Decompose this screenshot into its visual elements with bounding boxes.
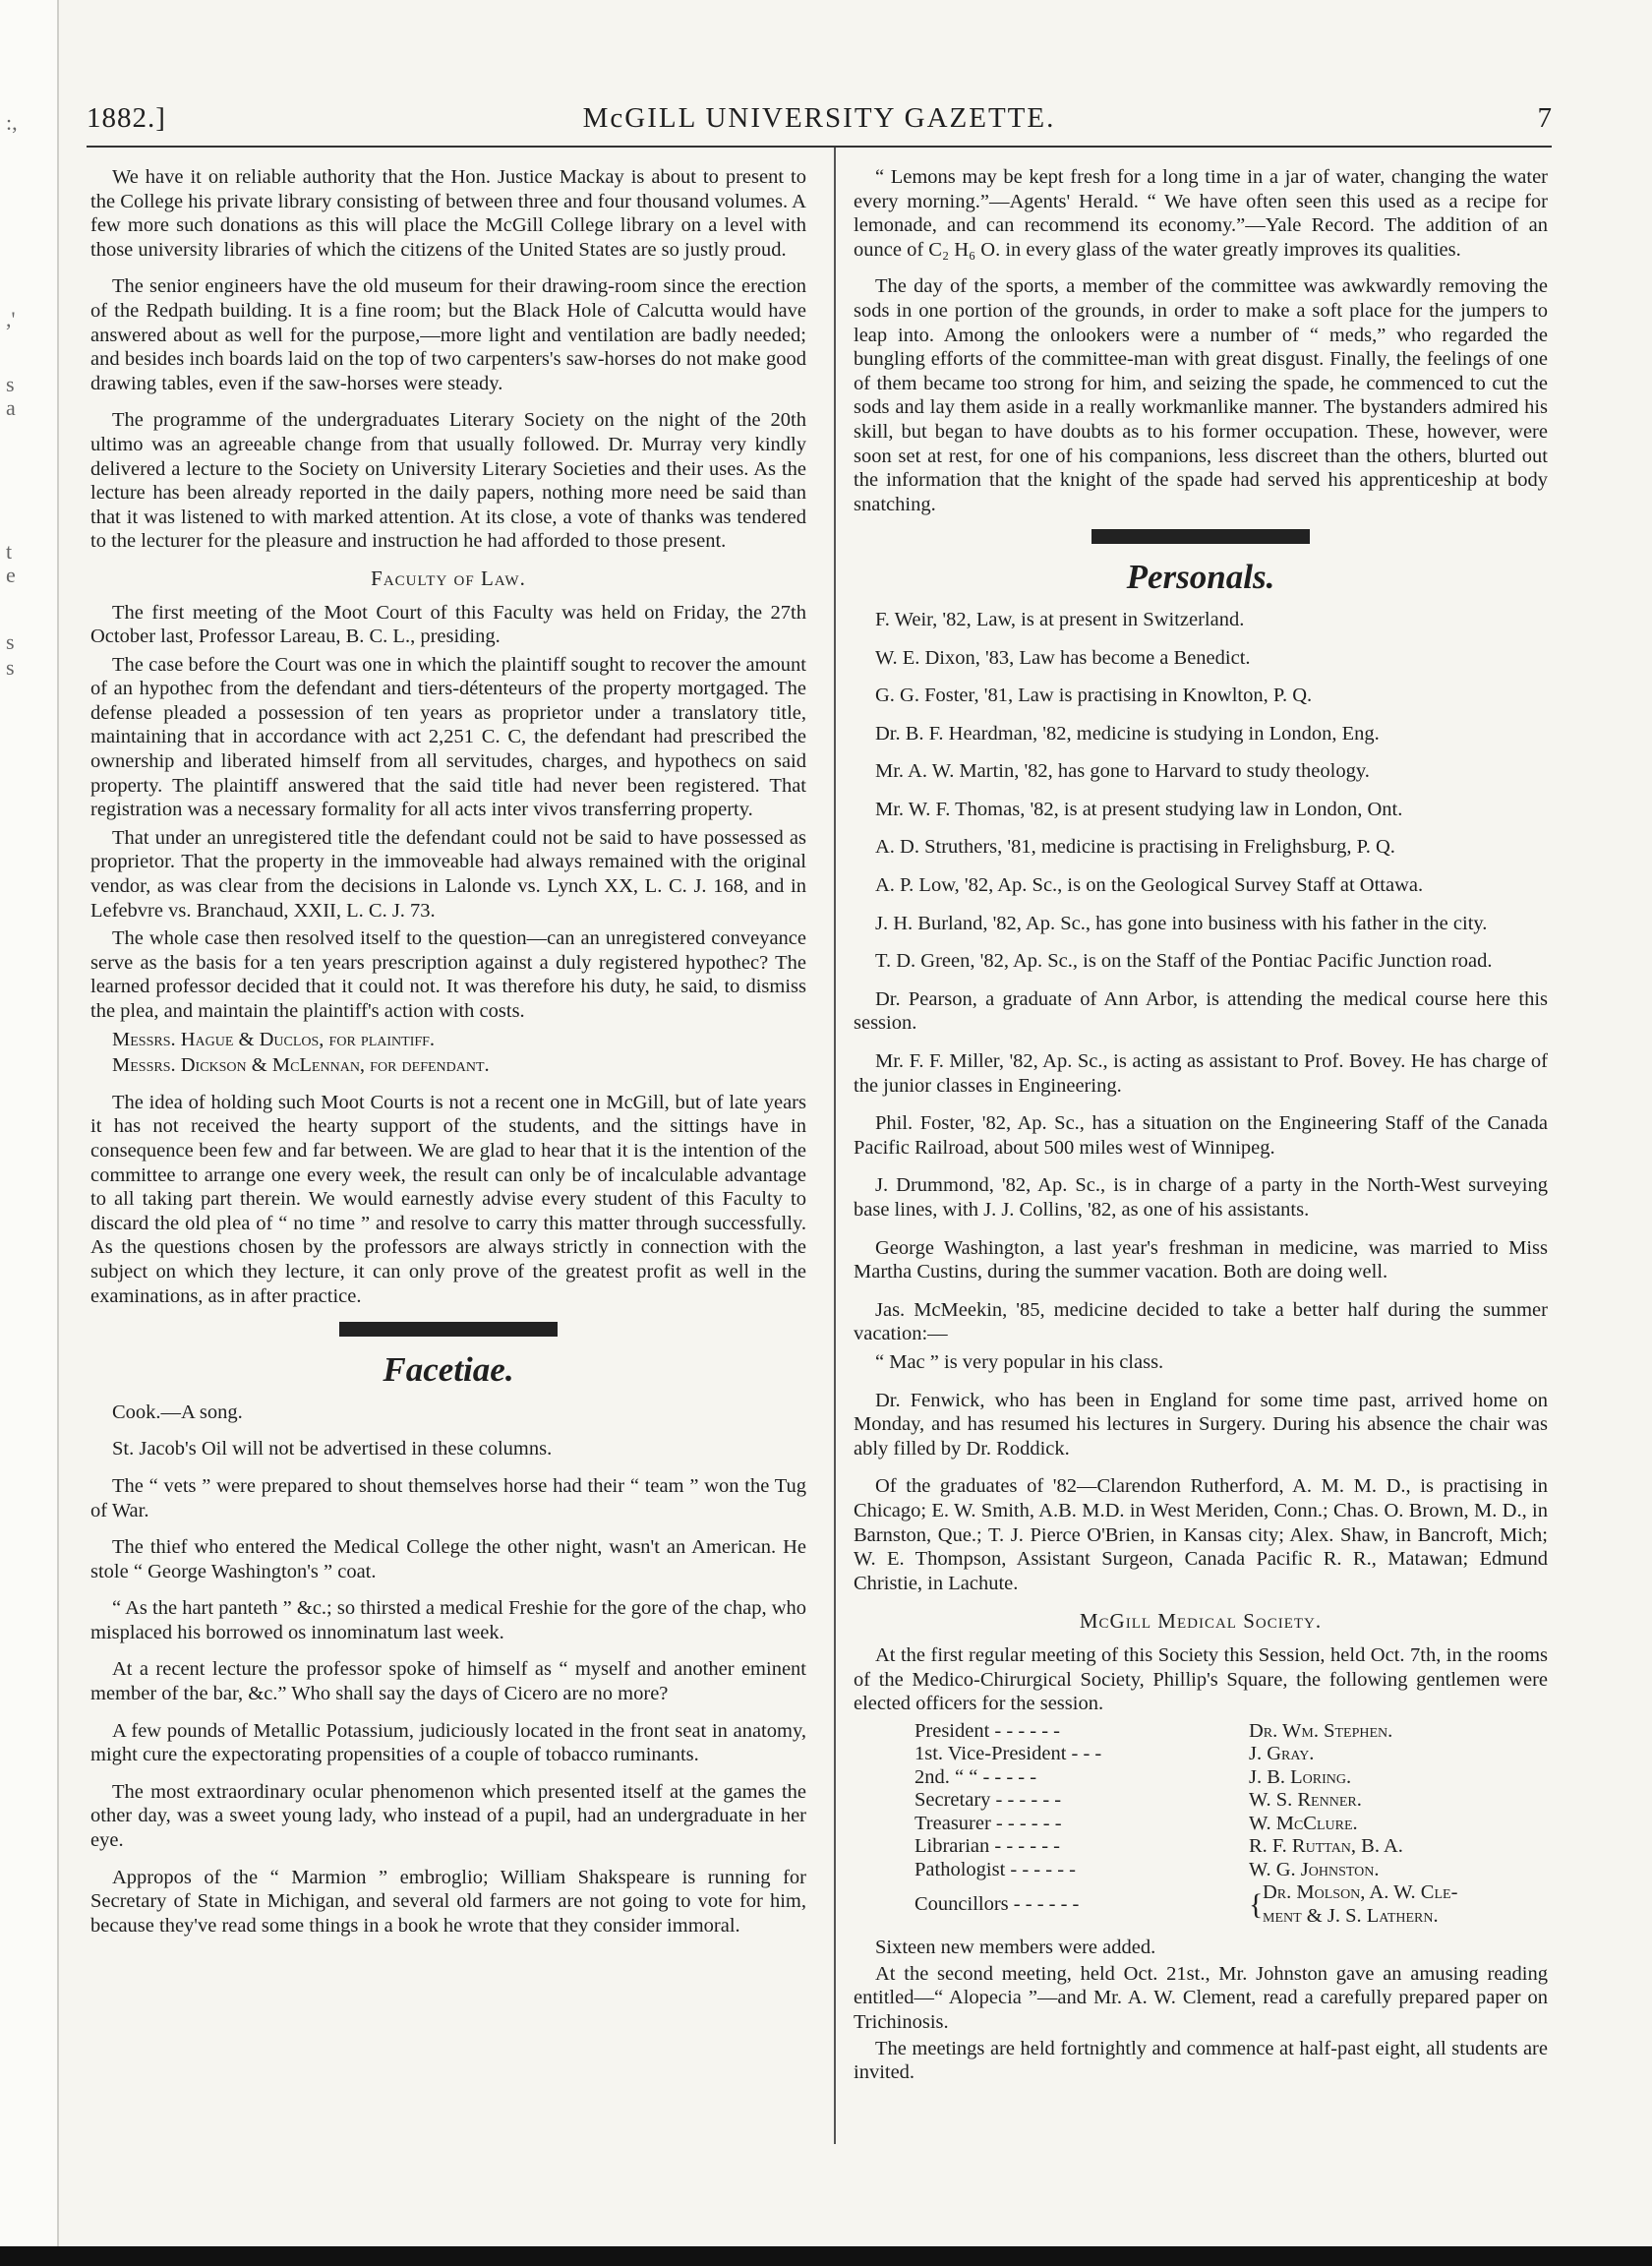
personal-item: Mr. F. F. Miller, '82, Ap. Sc., is acting as assistant to Prof. Bovey. He has charge of the junior classes in Engineering. [854, 1050, 1548, 1097]
paragraph: The idea of holding such Moot Courts is not a recent one in McGill, but of late years it has not received the hearty support of the students, and the sittings have in consequence been few and far between. We are glad to hear that it is the intention of the committee to arrange one every week, the result can only be of incalculable advantage to all taking part therein. We would earnestly advise every student of this Faculty to discard the old plea of “ no time ” and resolve to carry this matter through successfully. As the questions chosen by the professors are always strictly in connection with the subject on which they lecture, it can only prove of the greatest profit as well in the examinations, as in after practice. [90, 1091, 806, 1307]
personal-item: George Washington, a last year's freshman in medicine, was married to Miss Martha Custins, during the summer vacation. Both are doing well. [854, 1236, 1548, 1283]
facetiae-item: The thief who entered the Medical College the other night, wasn't an American. He stole “ George Washington's ” coat. [90, 1536, 806, 1582]
facetiae-item: “ As the hart panteth ” &c.; so thirsted a medical Freshie for the gore of the chap, who misplaced his borrowed os innominatum last week. [90, 1597, 806, 1643]
section-heading-medical-society: McGill Medical Society. [1079, 1609, 1323, 1634]
facetiae-item: The most extraordinary ocular phenomenon which presented itself at the games the other day, was a sweet young lady, who instead of a pupil, had an undergraduate in her eye. [90, 1780, 806, 1852]
header-title: McGILL UNIVERSITY GAZETTE. [582, 102, 1056, 134]
officer-name: R. F. Ruttan, B. A. [1249, 1835, 1403, 1858]
header-year: 1882.] [87, 102, 166, 134]
table-row [914, 1743, 1465, 1766]
scan-bottom-edge [0, 2246, 1652, 2266]
header-rule [87, 146, 1552, 148]
paragraph: “ Lemons may be kept fresh for a long time in a jar of water, changing the water every morning.”—Agents' Herald. “ We have often seen this used as a recipe for lemonade, and can recommend its economy.”—Yale Record. The addition of an ounce of C₂ H₆ O. in every glass of the water greatly improves its qualities. [854, 166, 1548, 261]
personal-item: Mr. A. W. Martin, '82, has gone to Harvard to study theology. [875, 760, 1370, 783]
personal-item: G. G. Foster, '81, Law is practising in Knowlton, P. Q. [875, 685, 1313, 707]
table-row [914, 1789, 1465, 1813]
paragraph: At the second meeting, held Oct. 21st., Mr. Johnston gave an amusing reading entitled—“ Alopecia ”—and Mr. A. W. Clement, read a carefully prepared paper on Trichinosis. [854, 1962, 1548, 2033]
right-column [854, 165, 1548, 2098]
facetiae-item: Cook.—A song. [112, 1401, 243, 1423]
facetiae-item: A few pounds of Metallic Potassium, judiciously located in the front seat in anatomy, might cure the expectorating propensities of a couple of tobacco ruminants. [90, 1719, 806, 1766]
personal-item: Jas. McMeekin, '85, medicine decided to take a better half during the summer vacation:— [854, 1298, 1548, 1345]
counsel-line: Messrs. Dickson & McLennan, for defendant. [112, 1054, 490, 1077]
paragraph: The whole case then resolved itself to the question—can an unregistered conveyance serve as the basis for a ten years prescription against a duly registered hypothec? The learned professor decided that it could not. It was therefore his duty, he said, to dismiss the plea, and maintain the plaintiff's action with costs. [90, 927, 806, 1022]
officer-name: Dr. Wm. Stephen. [1249, 1719, 1393, 1742]
personal-item: F. Weir, '82, Law, is at present in Switzerland. [875, 608, 1245, 630]
personal-item: T. D. Green, '82, Ap. Sc., is on the Staff of the Pontiac Pacific Junction road. [875, 950, 1493, 973]
personal-item: “ Mac ” is very popular in his class. [875, 1350, 1164, 1373]
personal-item: Dr. Pearson, a graduate of Ann Arbor, is attending the medical course here this session. [854, 987, 1548, 1035]
paragraph: The case before the Court was one in which the plaintiff sought to recover the amount of an hypothec from the defendant and tiers-détenteurs of the property mortgaged. The defense pleaded a possession of ten years as proprietor under a translatory title, maintaining that in accordance with act 2,251 C. C, the defendant had prescribed the ownership and liberated himself from all servitudes, charges, and hypothecs on said property. The plaintiff answered that the said title had never been registered. That registration was a necessary formality for all acts inter vivos transferring property. [90, 653, 806, 821]
section-heading-facetiae: Facetiae. [383, 1350, 514, 1390]
facetiae-item: The “ vets ” were prepared to shout themselves horse had their “ team ” won the Tug of War. [90, 1474, 806, 1521]
section-divider [339, 1322, 558, 1337]
paragraph: At the first regular meeting of this Society this Session, held Oct. 7th, in the rooms of the Medico-Chirurgical Society, Phillip's Square, the following gentlemen were elected officers for the session. [854, 1643, 1548, 1715]
paragraph: The day of the sports, a member of the committee was awkwardly removing the sods in one portion of the grounds, in order to make a soft place for the jumpers to leap into. Among the onlookers were a number of “ meds,” who regarded the bungling efforts of the committee-man with great disgust. Finally, the feelings of one of them became too strong for him, and seizing the spade, he commenced to cut the sods and lay them aside in a really workmanlike manner. The bystanders admired his skill, but began to have doubts as to his former occupation. These, however, were soon set at rest, for one of his companions, less discreet than the others, blurted out the information that the knight of the spade had served his apprenticeship at body snatching. [854, 275, 1548, 515]
paragraph: The senior engineers have the old museum for their drawing-room since the erection of the Redpath building. It is a fine room; but the Black Hole of Calcutta would have answered about as well for the purpose,—more light and ventilation are badly needed; and besides inch boards laid on the top of two carpenters's saw-horses do not make good drawing tables, even if the saw-horses were steady. [90, 275, 806, 394]
facetiae-item: Appropos of the “ Marmion ” embroglio; William Shakspeare is running for Secretary of State in Michigan, and several old farmers are not going to vote for him, because they've read some things in a book he wrote that they consider immoral. [90, 1866, 806, 1937]
personal-item: J. Drummond, '82, Ap. Sc., is in charge of a party in the North-West surveying base lines, with J. J. Collins, '82, as one of his assistants. [854, 1174, 1548, 1221]
table-row [914, 1835, 1465, 1859]
table-row [914, 1813, 1465, 1836]
officer-name: W. McClure. [1249, 1812, 1358, 1834]
office-name: Treasurer - - - - - - [914, 1812, 1062, 1834]
brace-glyph: { [1249, 1887, 1264, 1921]
section-heading-faculty-of-law: Faculty of Law. [371, 566, 526, 590]
paragraph: That under an unregistered title the defendant could not be said to have possessed as proprietor. That the property in the immoveable had always remained with the original vendor, as was clear from the decisions in Lalonde vs. Lynch XX, L. C. J. 168, and in Lefebvre vs. Branchaud, XXII, L. C. J. 73. [90, 826, 806, 922]
section-heading-personals: Personals. [1126, 558, 1275, 597]
section-divider [1092, 529, 1310, 544]
table-row [914, 1766, 1465, 1790]
personal-item: Dr. Fenwick, who has been in England for some time past, arrived home on Monday, and has resumed his lectures in Surgery. During his absence the chair was ably filled by Dr. Roddick. [854, 1389, 1548, 1460]
paragraph: Sixteen new members were added. [875, 1937, 1156, 1959]
column-divider [834, 148, 836, 2144]
table-row [914, 1859, 1465, 1882]
left-column [90, 165, 806, 1950]
councillors-line: ment & J. S. Lathern. [1263, 1904, 1439, 1927]
paragraph: The meetings are held fortnightly and commence at half-past eight, all students are invited. [854, 2037, 1548, 2084]
facetiae-item: At a recent lecture the professor spoke of himself as “ myself and another eminent member of the bar, &c.” Who shall say the days of Cicero are no more? [90, 1658, 806, 1705]
office-name: Pathologist - - - - - - [914, 1858, 1076, 1880]
personal-item: W. E. Dixon, '83, Law has become a Benedict. [875, 646, 1251, 669]
personal-item: Mr. W. F. Thomas, '82, is at present studying law in London, Ont. [875, 798, 1403, 820]
paragraph: We have it on reliable authority that the Hon. Justice Mackay is about to present to the College his private library consisting of between three and four thousand volumes. A few more such donations as this will place the McGill College library on a level with those university libraries of which the citizens of the United States are so justly proud. [90, 166, 806, 261]
counsel-line: Messrs. Hague & Duclos, for plaintiff. [112, 1028, 436, 1050]
personal-item: Phil. Foster, '82, Ap. Sc., has a situation on the Engineering Staff of the Canada Pacific Railroad, about 500 miles west of Winnipeg. [854, 1112, 1548, 1159]
officer-name [1249, 1881, 1465, 1928]
personal-item: Dr. B. F. Heardman, '82, medicine is studying in London, Eng. [875, 722, 1380, 745]
paragraph: The programme of the undergraduates Literary Society on the night of the 20th ultimo was an agreeable change from that usually followed. Dr. Murray very kindly delivered a lecture to the Society on University Literary Societies and their uses. As the lecture has been already reported in the daily papers, nothing more need be said than that it was listened to with marked attention. At its close, a vote of thanks was tendered to the lecturer for the pleasure and instruction he had afforded to those present. [90, 409, 806, 553]
officer-name: W. G. Johnston. [1249, 1858, 1380, 1880]
page-header [87, 102, 1552, 142]
officers-table [914, 1720, 1465, 1929]
office-name: 2nd. “ “ - - - - - [914, 1765, 1037, 1788]
office-name: Councillors - - - - - - [914, 1892, 1080, 1915]
page-number: 7 [1537, 102, 1552, 134]
office-name: President - - - - - - [914, 1719, 1061, 1742]
officer-name: W. S. Renner. [1249, 1789, 1362, 1812]
personal-item: J. H. Burland, '82, Ap. Sc., has gone into business with his father in the city. [875, 912, 1488, 934]
facetiae-item: St. Jacob's Oil will not be advertised in these columns. [112, 1438, 553, 1461]
office-name: 1st. Vice-President - - - [914, 1743, 1102, 1765]
councillors-line: Dr. Molson, A. W. Cle- [1263, 1881, 1458, 1904]
office-name: Librarian - - - - - - [914, 1835, 1060, 1858]
office-name: Secretary - - - - - - [914, 1789, 1062, 1812]
table-row [914, 1720, 1465, 1744]
paragraph: The first meeting of the Moot Court of this Faculty was held on Friday, the 27th October last, Professor Lareau, B. C. L., presiding. [90, 601, 806, 648]
table-row [914, 1881, 1465, 1928]
previous-page-edge: :, ,' s a t e s s [0, 0, 59, 2266]
officer-name: J. Gray. [1249, 1743, 1315, 1765]
personal-item: A. D. Struthers, '81, medicine is practising in Frelighsburg, P. Q. [875, 836, 1395, 859]
personal-item: Of the graduates of '82—Clarendon Rutherford, A. M. M. D., is practising in Chicago; E. W. Smith, A.B. M.D. in West Meriden, Conn.; Chas. O. Brown, M. D., in Barnston, Que.; T. J. Pierce O'Brien, in Kansas city; Alex. Shaw, in Bancroft, Mich; W. E. Thompson, Assistant Surgeon, Canada Pacific R. R., Matawan; Edmund Christie, in Lachute. [854, 1475, 1548, 1594]
officer-name: J. B. Loring. [1249, 1765, 1352, 1788]
personal-item: A. P. Low, '82, Ap. Sc., is on the Geological Survey Staff at Ottawa. [875, 874, 1424, 897]
